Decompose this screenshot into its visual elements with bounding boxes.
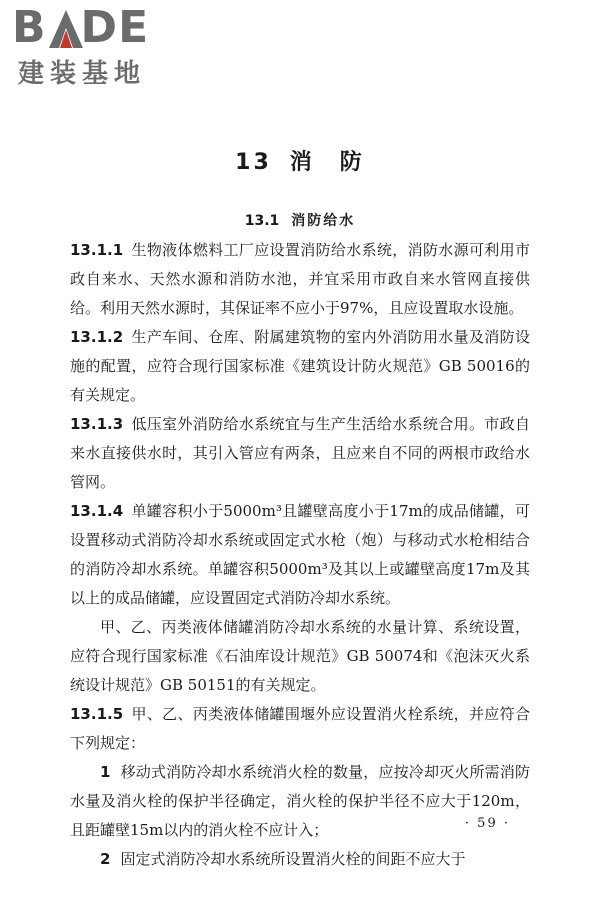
logo-a-mark <box>49 10 83 48</box>
document-body <box>70 236 530 874</box>
clause-number: 13.1.1 <box>70 241 124 259</box>
chapter-name: 消 防 <box>289 150 365 175</box>
paragraph-13-1-3 <box>70 410 530 497</box>
item-number: 2 <box>100 850 111 868</box>
paragraph-text: 单罐容积小于5000m³且罐壁高度小于17m的成品储罐，可设置移动式消防冷却水系统或固定式水枪（炮）与移动式水枪相结合的消防冷却水系统。单罐容积5000m³及其以上或罐壁高度17m及其以上的成品储罐，应设置固定式消防冷却水系统。 <box>70 502 530 607</box>
paragraph-13-1-2 <box>70 323 530 410</box>
paragraph-text: 生物液体燃料工厂应设置消防给水系统，消防水源可利用市政自来水、天然水源和消防水池，并宜采用市政自来水管网直接供给。利用天然水源时，其保证率不应小于97%，且应设置取水设施。 <box>70 241 530 317</box>
paragraph-text: 甲、乙、丙类液体储罐消防冷却水系统的水量计算、系统设置，应符合现行国家标准《石油库设计规范》GB 50074和《泡沫灭火系统设计规范》GB 50151的有关规定。 <box>70 618 530 694</box>
paragraph-13-1-5 <box>70 700 530 758</box>
paragraph-13-1-1 <box>70 236 530 323</box>
section-number: 13.1 <box>244 213 280 229</box>
clause-number: 13.1.4 <box>70 502 124 520</box>
list-item <box>70 845 530 874</box>
paragraph-text: 低压室外消防给水系统宜与生产生活给水系统合用。市政自来水直接供水时，其引入管应有两条，且应来自不同的两根市政给水管网。 <box>70 415 530 491</box>
paragraph-text: 甲、乙、丙类液体储罐围堰外应设置消火栓系统，并应符合下列规定： <box>70 705 530 752</box>
clause-number: 13.1.3 <box>70 415 124 433</box>
logo <box>12 2 182 90</box>
section-name: 消防给水 <box>291 213 356 229</box>
item-number: 1 <box>100 763 111 781</box>
paragraph-13-1-4-continued <box>70 613 530 700</box>
item-text: 固定式消防冷却水系统所设置消火栓的间距不应大于 <box>120 850 466 868</box>
page-number: · 59 · <box>464 816 510 831</box>
clause-number: 13.1.2 <box>70 328 124 346</box>
item-text: 移动式消防冷却水系统消火栓的数量，应按冷却灭火所需消防水量及消火栓的保护半径确定，消火栓的保护半径不应大于120m，且距罐壁15m以内的消火栓不应计入； <box>70 763 530 839</box>
logo-wordmark: B DE <box>12 2 150 53</box>
list-item <box>70 758 530 845</box>
clause-number: 13.1.5 <box>70 705 124 723</box>
paragraph-text: 生产车间、仓库、附属建筑物的室内外消防用水量及消防设施的配置，应符合现行国家标准《建筑设计防火规范》GB 50016的有关规定。 <box>70 328 530 404</box>
chapter-title <box>0 145 600 176</box>
logo-chinese: 建装基地 <box>18 59 147 89</box>
section-title <box>0 210 600 230</box>
paragraph-13-1-4 <box>70 497 530 613</box>
chapter-number: 13 <box>235 150 272 175</box>
